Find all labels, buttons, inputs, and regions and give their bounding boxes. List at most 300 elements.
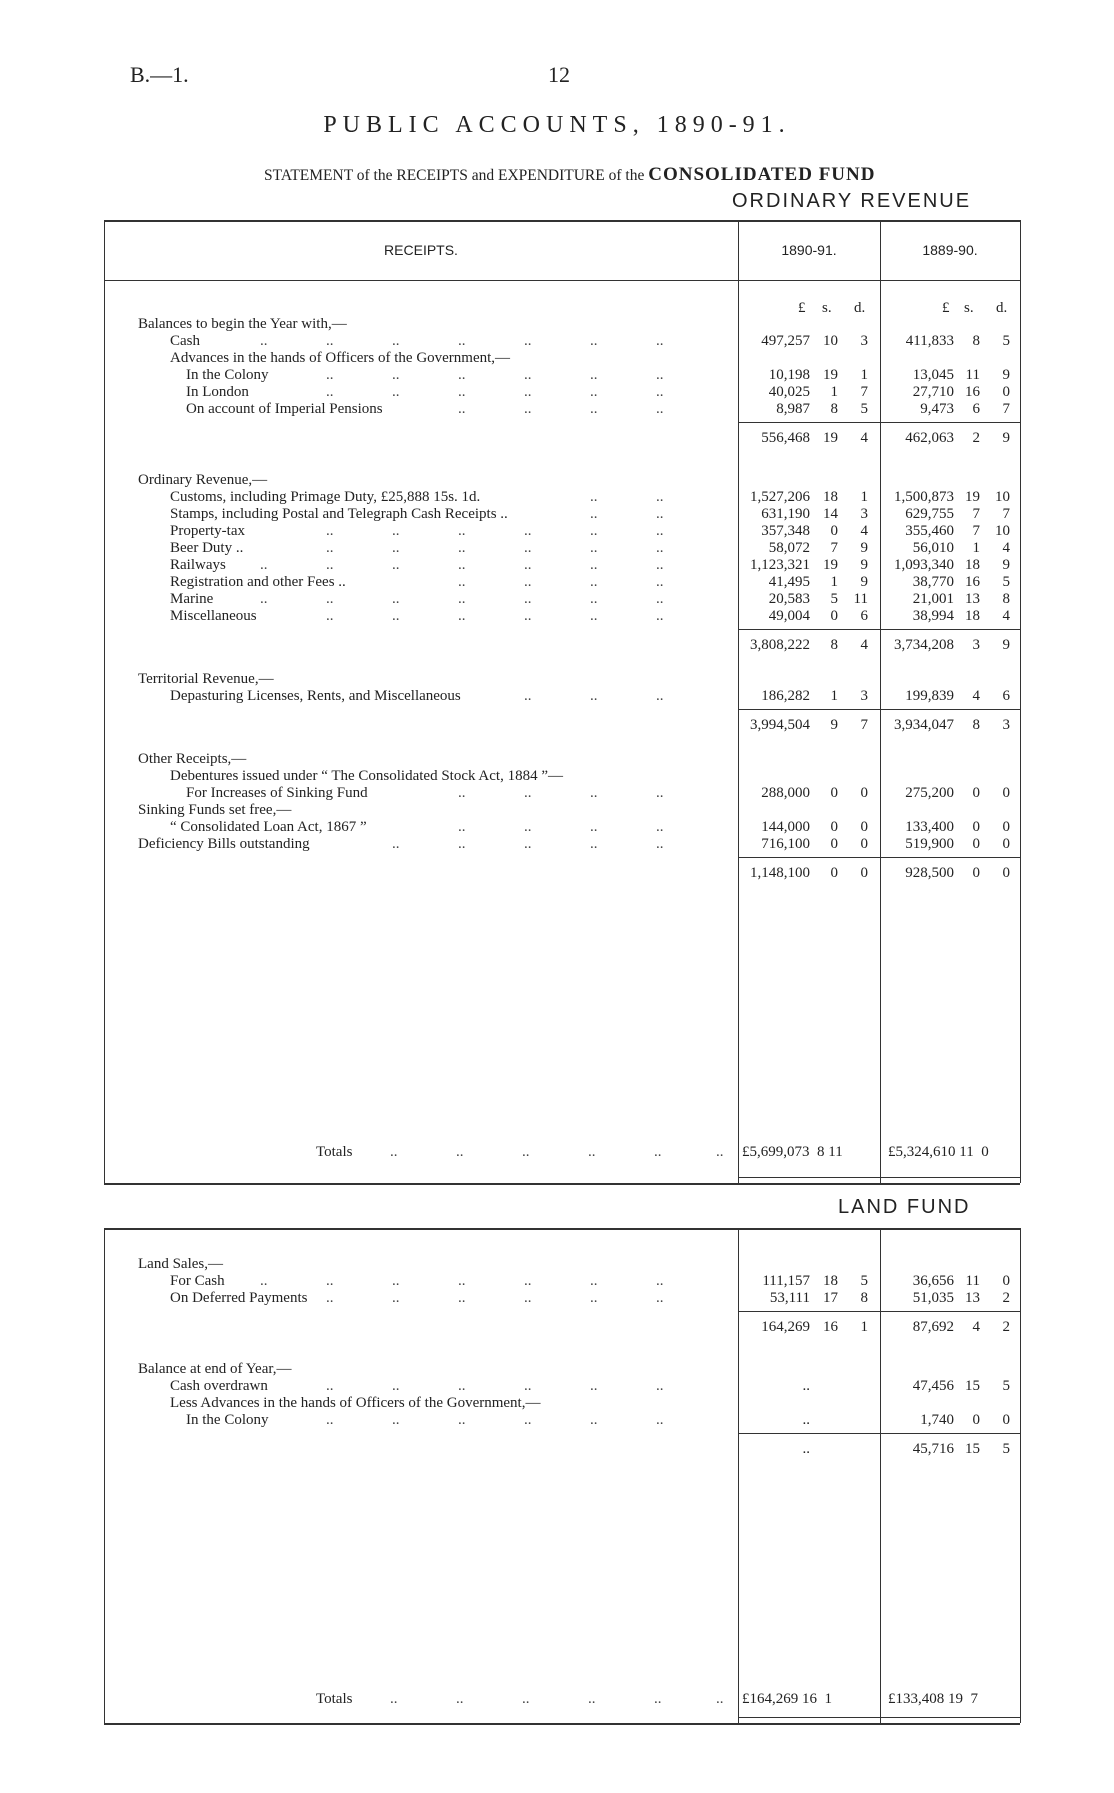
leader-dots: .. (656, 1378, 664, 1394)
amount-1889-90-pence: 5 (1002, 574, 1010, 590)
leader-dots: .. (590, 557, 598, 573)
leader-dots: .. (656, 836, 664, 852)
leader-dots: .. (590, 1290, 598, 1306)
fund-name: CONSOLIDATED FUND (648, 164, 876, 185)
leader-dots: .. (590, 1412, 598, 1428)
subtotal-1889-90-shillings: 8 (972, 717, 980, 733)
table-bottom-rule (104, 1723, 1020, 1725)
leader-dots: .. (326, 384, 334, 400)
subtotal-1889-90-pounds: 3,934,047 (894, 717, 954, 733)
table-left-rule (104, 1228, 105, 1723)
leader-dots: .. (656, 608, 664, 624)
amount-1889-90-pounds: 21,001 (912, 591, 954, 607)
subtotal-1890-91-pence: 0 (860, 865, 868, 881)
amount-1890-91-pounds: 716,100 (761, 836, 810, 852)
amount-1889-90-pence: 8 (1002, 591, 1010, 607)
unit-pence-1890: d. (854, 300, 866, 316)
amount-1890-91-pounds: 357,348 (761, 523, 810, 539)
leader-dots: .. (590, 819, 598, 835)
leader-dots: .. (392, 1290, 400, 1306)
row-label: Property-tax (170, 523, 245, 539)
row-label: On account of Imperial Pensions (186, 401, 383, 417)
amount-1889-90-shillings: 18 (965, 608, 980, 624)
amount-1890-91-shillings: 1 (830, 574, 838, 590)
amount-1889-90-shillings: 13 (965, 591, 980, 607)
leader-dots: .. (458, 1273, 466, 1289)
amount-1889-90-pounds: 199,839 (905, 688, 954, 704)
amount-1889-90-pounds: 519,900 (905, 836, 954, 852)
leader-dots: .. (656, 819, 664, 835)
subtotal-1890-91-pounds: 3,808,222 (750, 637, 810, 653)
leader-dots: .. (458, 574, 466, 590)
subtotal-1890-91-pence: 1 (860, 1319, 868, 1335)
totals-1889-90: £5,324,610 11 0 (888, 1144, 989, 1160)
amount-1889-90-pence: 7 (1002, 506, 1010, 522)
leader-dots: .. (524, 574, 532, 590)
row-label: Stamps, including Postal and Telegraph Cash Receipts .. (170, 506, 508, 522)
leader-dots: .. (522, 1144, 530, 1160)
amount-1889-90-shillings: 8 (972, 333, 980, 349)
leader-dots: .. (392, 523, 400, 539)
amount-1889-90-pounds: 56,010 (912, 540, 954, 556)
subtotal-rule (738, 422, 1020, 423)
amount-1890-91-pounds: 631,190 (761, 506, 810, 522)
leader-dots: .. (524, 333, 532, 349)
amount-1889-90-pence: 0 (1002, 819, 1010, 835)
amount-1890-91-shillings: 1 (830, 384, 838, 400)
leader-dots: .. (590, 785, 598, 801)
row-label: Land Sales,— (138, 1256, 223, 1272)
amount-1889-90-shillings: 1 (972, 540, 980, 556)
subtotal-1889-90-pence: 9 (1002, 637, 1010, 653)
leader-dots: .. (590, 608, 598, 624)
amount-1889-90-pence: 4 (1002, 608, 1010, 624)
subtotal-1890-91-shillings: 16 (823, 1319, 838, 1335)
leader-dots: .. (656, 1273, 664, 1289)
table-top-rule (104, 1228, 1020, 1230)
leader-dots: .. (656, 574, 664, 590)
totals-1889-90: £133,408 19 7 (888, 1691, 978, 1707)
amount-1890-91-shillings: 14 (823, 506, 838, 522)
leader-dots: .. (656, 523, 664, 539)
leader-dots: .. (590, 591, 598, 607)
leader-dots: .. (524, 384, 532, 400)
leader-dots: .. (590, 384, 598, 400)
leader-dots: .. (326, 523, 334, 539)
leader-dots: .. (260, 1273, 268, 1289)
amount-1890-91-pence: 11 (853, 591, 868, 607)
amount-1889-90-pence: 10 (995, 523, 1010, 539)
table-right-rule (1020, 1228, 1021, 1723)
amount-1889-90-shillings: 18 (965, 557, 980, 573)
leader-dots: .. (458, 384, 466, 400)
amount-1889-90-pounds: 411,833 (905, 333, 954, 349)
amount-1889-90-pence: 0 (1002, 1412, 1010, 1428)
amount-1890-91-pounds: 288,000 (761, 785, 810, 801)
amount-1890-91-pence: 9 (860, 557, 868, 573)
subtotal-1890-91-pounds: 164,269 (761, 1319, 810, 1335)
leader-dots: .. (656, 367, 664, 383)
leader-dots: .. (326, 367, 334, 383)
leader-dots: .. (458, 1412, 466, 1428)
leader-dots: .. (524, 591, 532, 607)
subtotal-1889-90-pence: 5 (1002, 1441, 1010, 1457)
amount-1890-91-shillings: 7 (830, 540, 838, 556)
subtotal-1889-90-pounds: 462,063 (905, 430, 954, 446)
leader-dots: .. (458, 401, 466, 417)
subtotal-1890-91-pounds: 556,468 (761, 430, 810, 446)
amount-1889-90-pence: 9 (1002, 557, 1010, 573)
row-label: Depasturing Licenses, Rents, and Miscellaneous (170, 688, 461, 704)
amount-1890-91-pence: 3 (860, 333, 868, 349)
row-label: Beer Duty .. (170, 540, 244, 556)
amount-1890-91-shillings: 10 (823, 333, 838, 349)
leader-dots: .. (656, 591, 664, 607)
amount-1889-90-shillings: 11 (965, 1273, 980, 1289)
amount-1889-90-pounds: 51,035 (912, 1290, 954, 1306)
row-label: Balances to begin the Year with,— (138, 316, 347, 332)
leader-dots: .. (524, 688, 532, 704)
leader-dots: .. (458, 557, 466, 573)
amount-1889-90-pence: 0 (1002, 836, 1010, 852)
amount-1890-91-pounds: 41,495 (768, 574, 810, 590)
leader-dots: .. (326, 1290, 334, 1306)
row-label: For Cash (170, 1273, 225, 1289)
amount-1890-91-pence: 1 (860, 489, 868, 505)
row-label: Advances in the hands of Officers of the Government,— (170, 350, 511, 366)
leader-dots: .. (392, 540, 400, 556)
leader-dots: .. (656, 1412, 664, 1428)
leader-dots: .. (524, 836, 532, 852)
leader-dots: .. (590, 540, 598, 556)
column-divider-1889 (880, 220, 881, 1183)
amount-1889-90-pounds: 36,656 (912, 1273, 954, 1289)
leader-dots: .. (590, 367, 598, 383)
leader-dots: .. (458, 333, 466, 349)
row-label: “ Consolidated Loan Act, 1867 ” (170, 819, 367, 835)
amount-1890-91-pounds: 186,282 (761, 688, 810, 704)
amount-1889-90-pence: 4 (1002, 540, 1010, 556)
subtotal-1890-91-pounds: 3,994,504 (750, 717, 810, 733)
subtotal-1890-91-pence: 4 (860, 637, 868, 653)
subtotal-1889-90-pounds: 87,692 (912, 1319, 954, 1335)
subtotal-rule (738, 857, 1020, 858)
amount-1890-91-pence: 0 (860, 819, 868, 835)
amount-1890-91-shillings: 0 (830, 785, 838, 801)
leader-dots: .. (326, 540, 334, 556)
row-label: Debentures issued under “ The Consolidated Stock Act, 1884 ”— (170, 768, 563, 784)
subtotal-rule (738, 1311, 1020, 1312)
leader-dots: .. (326, 608, 334, 624)
leader-dots: .. (456, 1144, 464, 1160)
leader-dots: .. (590, 506, 598, 522)
leader-dots: .. (524, 1412, 532, 1428)
amount-1890-91-shillings: 19 (823, 557, 838, 573)
row-label: Registration and other Fees .. (170, 574, 346, 590)
leader-dots: .. (326, 591, 334, 607)
leader-dots: .. (524, 1290, 532, 1306)
subtotal-1889-90-pounds: 928,500 (905, 865, 954, 881)
year-1890-91-header: 1890-91. (781, 242, 837, 258)
subtotal-rule (738, 1433, 1020, 1434)
leader-dots: .. (590, 489, 598, 505)
subtotal-rule (738, 629, 1020, 630)
leader-dots: .. (522, 1691, 530, 1707)
leader-dots: .. (656, 489, 664, 505)
amount-1890-91-pence: 5 (860, 401, 868, 417)
leader-dots: .. (392, 333, 400, 349)
table-left-rule (104, 220, 105, 1183)
amount-1889-90-shillings: 16 (965, 384, 980, 400)
amount-1890-91-pounds: .. (802, 1412, 810, 1428)
amount-1889-90-pence: 0 (1002, 1273, 1010, 1289)
leader-dots: .. (654, 1144, 662, 1160)
subtotal-1890-91-shillings: 19 (823, 430, 838, 446)
totals-double-rule (738, 1717, 1020, 1718)
amount-1889-90-shillings: 7 (972, 523, 980, 539)
row-label: Other Receipts,— (138, 751, 247, 767)
amount-1890-91-pounds: 144,000 (761, 819, 810, 835)
amount-1890-91-pounds: 10,198 (768, 367, 810, 383)
subtotal-1889-90-pence: 0 (1002, 865, 1010, 881)
totals-1890-91: £5,699,073 8 11 (742, 1144, 843, 1160)
leader-dots: .. (260, 333, 268, 349)
amount-1889-90-pence: 0 (1002, 384, 1010, 400)
amount-1890-91-pence: 3 (860, 506, 868, 522)
subtotal-1890-91-shillings: 9 (830, 717, 838, 733)
leader-dots: .. (392, 1412, 400, 1428)
amount-1890-91-pounds: 1,527,206 (750, 489, 810, 505)
header-rule (104, 280, 1020, 281)
leader-dots: .. (590, 333, 598, 349)
land-fund-title: LAND FUND (838, 1196, 971, 1218)
leader-dots: .. (524, 608, 532, 624)
unit-pence-1889: d. (996, 300, 1008, 316)
column-divider-1890 (738, 1228, 739, 1723)
subtotal-1889-90-shillings: 15 (965, 1441, 980, 1457)
leader-dots: .. (524, 1273, 532, 1289)
amount-1889-90-pounds: 9,473 (920, 401, 954, 417)
leader-dots: .. (524, 819, 532, 835)
amount-1890-91-pence: 1 (860, 367, 868, 383)
amount-1889-90-pounds: 38,994 (912, 608, 954, 624)
leader-dots: .. (588, 1144, 596, 1160)
leader-dots: .. (458, 1290, 466, 1306)
amount-1890-91-shillings: 18 (823, 489, 838, 505)
amount-1890-91-pounds: 20,583 (768, 591, 810, 607)
amount-1889-90-pounds: 1,500,873 (894, 489, 954, 505)
document-reference: B.—1. (130, 62, 189, 87)
row-label: Railways (170, 557, 226, 573)
amount-1890-91-shillings: 5 (830, 591, 838, 607)
amount-1890-91-shillings: 0 (830, 523, 838, 539)
amount-1889-90-pence: 6 (1002, 688, 1010, 704)
amount-1889-90-shillings: 0 (972, 785, 980, 801)
leader-dots: .. (326, 333, 334, 349)
leader-dots: .. (392, 557, 400, 573)
row-label: Cash overdrawn (170, 1378, 268, 1394)
row-label: For Increases of Sinking Fund (186, 785, 368, 801)
row-label: Customs, including Primage Duty, £25,888 15s. 1d. (170, 489, 481, 505)
table-right-rule (1020, 220, 1021, 1183)
subtotal-1890-91-pounds: 1,148,100 (750, 865, 810, 881)
amount-1890-91-pence: 4 (860, 523, 868, 539)
amount-1889-90-pence: 5 (1002, 333, 1010, 349)
amount-1890-91-pounds: 8,987 (776, 401, 810, 417)
row-label: On Deferred Payments (170, 1290, 308, 1306)
amount-1889-90-pence: 7 (1002, 401, 1010, 417)
subtotal-1890-91-pence: 7 (860, 717, 868, 733)
leader-dots: .. (458, 836, 466, 852)
leader-dots: .. (260, 557, 268, 573)
amount-1889-90-shillings: 15 (965, 1378, 980, 1394)
leader-dots: .. (392, 1273, 400, 1289)
subtotal-1889-90-pounds: 3,734,208 (894, 637, 954, 653)
amount-1889-90-pence: 9 (1002, 367, 1010, 383)
amount-1889-90-pounds: 1,740 (920, 1412, 954, 1428)
amount-1890-91-pounds: 53,111 (769, 1290, 810, 1306)
amount-1890-91-pounds: 497,257 (761, 333, 810, 349)
amount-1890-91-pence: 6 (860, 608, 868, 624)
amount-1890-91-pence: 3 (860, 688, 868, 704)
amount-1889-90-shillings: 0 (972, 819, 980, 835)
statement-heading (264, 164, 875, 186)
amount-1890-91-shillings: 0 (830, 608, 838, 624)
table-bottom-rule (104, 1183, 1020, 1185)
subtotal-1889-90-shillings: 3 (972, 637, 980, 653)
amount-1890-91-pounds: 1,123,321 (750, 557, 810, 573)
amount-1890-91-pounds: 49,004 (768, 608, 810, 624)
leader-dots: .. (524, 540, 532, 556)
leader-dots: .. (654, 1691, 662, 1707)
leader-dots: .. (458, 785, 466, 801)
totals-double-rule (738, 1177, 1020, 1178)
unit-pounds-1890: £ (798, 300, 806, 316)
leader-dots: .. (326, 557, 334, 573)
subtotal-1890-91-shillings: 0 (830, 865, 838, 881)
page-title: PUBLIC ACCOUNTS, 1890-91. (323, 112, 791, 138)
unit-shillings-1889: s. (964, 300, 974, 316)
amount-1889-90-pounds: 13,045 (912, 367, 954, 383)
amount-1890-91-pounds: 111,157 (762, 1273, 810, 1289)
row-label: In the Colony (186, 1412, 269, 1428)
leader-dots: .. (458, 523, 466, 539)
amount-1890-91-pence: 9 (860, 540, 868, 556)
page-number: 12 (548, 62, 570, 87)
subtotal-1889-90-pounds: 45,716 (912, 1441, 954, 1457)
leader-dots: .. (656, 540, 664, 556)
amount-1890-91-pounds: .. (802, 1378, 810, 1394)
leader-dots: .. (458, 1378, 466, 1394)
year-1889-90-header: 1889-90. (922, 242, 978, 258)
row-label: Less Advances in the hands of Officers of the Government,— (170, 1395, 541, 1411)
leader-dots: .. (656, 506, 664, 522)
amount-1890-91-pence: 0 (860, 785, 868, 801)
amount-1890-91-shillings: 17 (823, 1290, 838, 1306)
amount-1890-91-shillings: 8 (830, 401, 838, 417)
amount-1889-90-pounds: 133,400 (905, 819, 954, 835)
leader-dots: .. (656, 688, 664, 704)
leader-dots: .. (590, 401, 598, 417)
subtotal-rule (738, 709, 1020, 710)
row-label: Balance at end of Year,— (138, 1361, 292, 1377)
amount-1889-90-pounds: 275,200 (905, 785, 954, 801)
leader-dots: .. (392, 608, 400, 624)
subtotal-1890-91-shillings: 8 (830, 637, 838, 653)
leader-dots: .. (458, 540, 466, 556)
leader-dots: .. (392, 836, 400, 852)
amount-1890-91-pounds: 40,025 (768, 384, 810, 400)
subtotal-1889-90-shillings: 0 (972, 865, 980, 881)
amount-1889-90-shillings: 0 (972, 1412, 980, 1428)
row-label: In the Colony (186, 367, 269, 383)
column-divider-1890 (738, 220, 739, 1183)
leader-dots: .. (590, 523, 598, 539)
row-label: Territorial Revenue,— (138, 671, 274, 687)
amount-1890-91-pence: 9 (860, 574, 868, 590)
amount-1890-91-shillings: 1 (830, 688, 838, 704)
amount-1889-90-pence: 10 (995, 489, 1010, 505)
leader-dots: .. (524, 1378, 532, 1394)
amount-1889-90-shillings: 7 (972, 506, 980, 522)
amount-1889-90-pounds: 27,710 (912, 384, 954, 400)
amount-1890-91-pence: 8 (860, 1290, 868, 1306)
leader-dots: .. (392, 1378, 400, 1394)
leader-dots: .. (392, 591, 400, 607)
leader-dots: .. (260, 591, 268, 607)
amount-1889-90-pounds: 1,093,340 (894, 557, 954, 573)
leader-dots: .. (326, 1273, 334, 1289)
amount-1889-90-pence: 2 (1002, 1290, 1010, 1306)
amount-1889-90-pounds: 355,460 (905, 523, 954, 539)
row-label: Marine (170, 591, 214, 607)
leader-dots: .. (656, 557, 664, 573)
leader-dots: .. (326, 1412, 334, 1428)
leader-dots: .. (390, 1691, 398, 1707)
amount-1889-90-pence: 0 (1002, 785, 1010, 801)
row-label: Sinking Funds set free,— (138, 802, 292, 818)
amount-1889-90-pence: 5 (1002, 1378, 1010, 1394)
leader-dots: .. (590, 688, 598, 704)
leader-dots: .. (458, 819, 466, 835)
leader-dots: .. (656, 401, 664, 417)
amount-1889-90-shillings: 16 (965, 574, 980, 590)
leader-dots: .. (458, 608, 466, 624)
totals-label: Totals (316, 1691, 353, 1707)
subtotal-1889-90-pence: 3 (1002, 717, 1010, 733)
leader-dots: .. (590, 1273, 598, 1289)
amount-1889-90-pounds: 47,456 (912, 1378, 954, 1394)
subtotal-1890-91-pounds: .. (802, 1441, 810, 1457)
leader-dots: .. (524, 367, 532, 383)
amount-1890-91-pence: 5 (860, 1273, 868, 1289)
amount-1889-90-pounds: 629,755 (905, 506, 954, 522)
amount-1890-91-pence: 0 (860, 836, 868, 852)
leader-dots: .. (458, 591, 466, 607)
leader-dots: .. (458, 367, 466, 383)
leader-dots: .. (524, 557, 532, 573)
leader-dots: .. (716, 1691, 724, 1707)
leader-dots: .. (390, 1144, 398, 1160)
subtotal-1889-90-pence: 9 (1002, 430, 1010, 446)
amount-1890-91-shillings: 0 (830, 819, 838, 835)
leader-dots: .. (656, 384, 664, 400)
leader-dots: .. (524, 523, 532, 539)
column-divider-1889 (880, 1228, 881, 1723)
amount-1890-91-shillings: 18 (823, 1273, 838, 1289)
leader-dots: .. (656, 333, 664, 349)
leader-dots: .. (524, 785, 532, 801)
